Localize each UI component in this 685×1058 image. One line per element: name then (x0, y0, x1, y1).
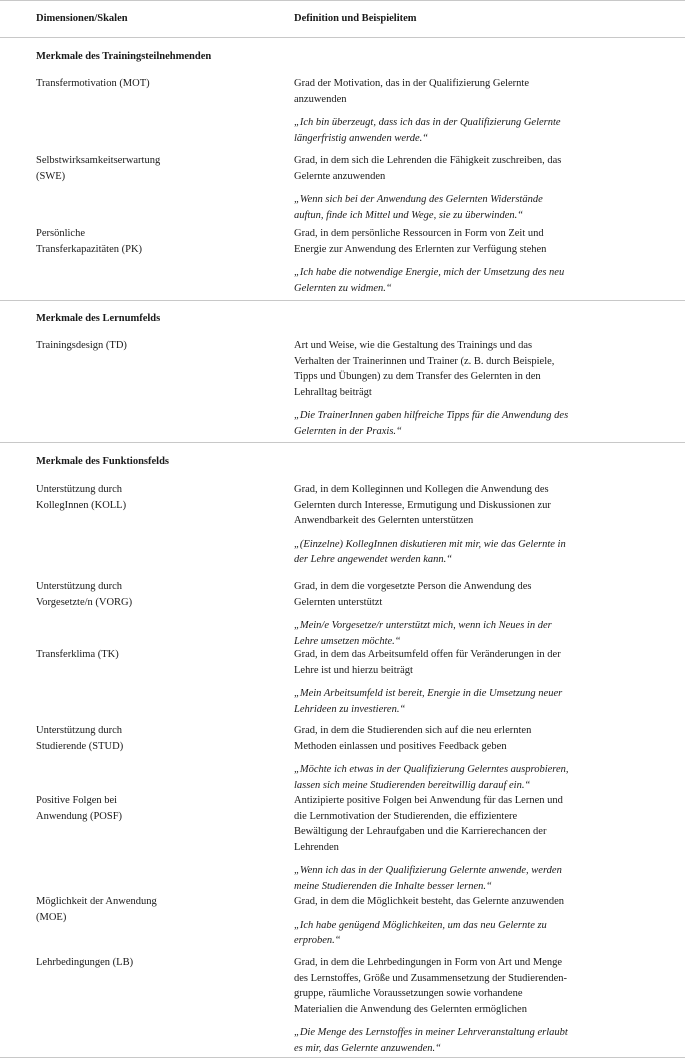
dimension-label (36, 894, 294, 925)
definition-text-line: Gelernten durch Interesse, Ermutigung und Diskussionen zur (294, 499, 551, 511)
section-title: Merkmale des Funktionsfelds (36, 456, 170, 467)
example-item-line: es mir, das Gelernte anzuwenden.“ (294, 1042, 441, 1054)
dimension-label-line: Transferklima (TK) (36, 649, 119, 660)
dimension-label-line: Möglichkeit der Anwendung (36, 896, 157, 907)
dimension-cell (0, 579, 294, 649)
definition-text-line: Gelernte anzuwenden (294, 170, 386, 182)
example-item-line: Gelernten zu widmen.“ (294, 282, 392, 294)
definition-text (294, 153, 671, 184)
dimension-label-line: (MOE) (36, 911, 67, 923)
table-section (0, 38, 685, 301)
definition-text-line: Grad, in dem die Möglichkeit besteht, das Gelernte anzuwenden (294, 896, 564, 907)
example-item (294, 863, 671, 894)
definition-text-line: Energie zur Anwendung des Erlernten zur Verfügung stehen (294, 243, 547, 255)
example-item-line: Gelernten in der Praxis.“ (294, 425, 402, 437)
dimension-label-line: Studierende (STUD) (36, 740, 124, 752)
definition-text (294, 647, 671, 678)
example-item (294, 115, 671, 146)
definition-text (294, 579, 671, 610)
dimension-cell (0, 482, 294, 568)
dimension-cell (0, 226, 294, 296)
dimension-cell (0, 338, 294, 439)
example-item-line: „Wenn ich das in der Qualifizierung Gelernte anwende, werden (294, 865, 562, 876)
table-section (0, 443, 685, 1057)
table-body (0, 38, 685, 1057)
definition-text-line: Materialien die Anwendung des Gelernten ermöglichen (294, 1003, 527, 1015)
definition-text-line: Lehralltag beiträgt (294, 386, 372, 398)
dimension-cell (0, 793, 294, 894)
dimension-label-line: Unterstützung durch (36, 725, 123, 736)
definition-text-line: Art und Weise, wie die Gestaltung des Trainings und das (294, 340, 533, 351)
dimension-label (36, 579, 294, 610)
example-item (294, 192, 671, 223)
definition-text-line: Bewältigung der Lehraufgaben und die Karrierechancen der (294, 826, 547, 837)
example-item-line: „Die TrainerInnen gaben hilfreiche Tipps für die Anwendung des (294, 410, 569, 421)
example-item-line: „Wenn sich bei der Anwendung des Gelernten Widerstände (294, 194, 543, 205)
table-row (0, 723, 685, 793)
example-item-line: längerfristig anwenden werde.“ (294, 132, 429, 144)
table-section (0, 301, 685, 443)
example-item-line: der Lehre angewendet werden kann.“ (294, 554, 453, 565)
example-item (294, 265, 671, 296)
definition-text-line: die Lernmotivation der Studierenden, die effizientere (294, 810, 518, 822)
section-title: Merkmale des Trainingsteilnehmenden (36, 51, 212, 62)
dimension-label-line: (SWE) (36, 170, 66, 182)
dimension-label-line: Selbstwirksamkeitserwartung (36, 155, 161, 166)
example-item (294, 1025, 671, 1056)
dimension-label-line: Vorgesetzte/n (VORG) (36, 596, 133, 608)
example-item (294, 618, 671, 649)
table-header (0, 1, 685, 38)
dimension-label-line: Unterstützung durch (36, 581, 123, 592)
dimension-label-line: Transferkapazitäten (PK) (36, 243, 143, 255)
definition-text (294, 76, 671, 107)
definition-text-line: Gelernten unterstützt (294, 596, 383, 608)
example-item-line: erproben.“ (294, 935, 341, 946)
definition-text-line: Grad, in dem persönliche Ressourcen in Form von Zeit und (294, 228, 544, 239)
dimension-label (36, 793, 294, 824)
definition-cell (294, 647, 685, 717)
definition-text-line: Anwendbarkeit des Gelernten unterstützen (294, 515, 474, 526)
dimension-label-line: Persönliche (36, 228, 85, 239)
definition-cell (294, 153, 685, 223)
definition-cell (294, 793, 685, 894)
definition-cell (294, 723, 685, 793)
table-row (0, 647, 685, 717)
table-row (0, 338, 685, 439)
table-row (0, 955, 685, 1056)
example-item (294, 918, 671, 949)
dimension-cell (0, 894, 294, 949)
definition-text (294, 338, 671, 400)
example-item-line: auftun, finde ich Mittel und Wege, sie zu überwinden.“ (294, 209, 524, 221)
definition-text-line: Lehrenden (294, 841, 339, 853)
definition-text (294, 723, 671, 754)
example-item-line: „Die Menge des Lernstoffes in meiner Lehrveranstaltung erlaubt (294, 1027, 568, 1038)
example-item-line: „Möchte ich etwas in der Qualifizierung Gelerntes ausprobieren, (294, 764, 569, 775)
definition-text-line: Grad, in dem die Lehrbedingungen in Form von Art und Menge (294, 957, 562, 968)
table-row (0, 894, 685, 949)
example-item (294, 537, 671, 568)
example-item-line: „Mein/e Vorgesetze/r unterstützt mich, wenn ich Neues in der (294, 620, 552, 631)
definition-text (294, 894, 671, 910)
dimension-cell (0, 76, 294, 146)
definition-cell (294, 894, 685, 949)
definition-text-line: Methoden einlassen und positives Feedback geben (294, 740, 507, 752)
definition-text-line: Lehre ist und hierzu beiträgt (294, 664, 413, 676)
dimension-cell (0, 955, 294, 1056)
example-item-line: „(Einzelne) KollegInnen diskutieren mit mir, wie das Gelernte in (294, 538, 566, 550)
example-item-line: „Ich bin überzeugt, dass ich das in der Qualifizierung Gelernte (294, 117, 561, 128)
dimension-label-line: Positive Folgen bei (36, 795, 118, 806)
dimension-label (36, 338, 294, 354)
definition-text-line: Grad, in dem Kolleginnen und Kollegen die Anwendung des (294, 484, 549, 495)
dimension-label-line: Transfermotivation (MOT) (36, 78, 150, 89)
dimension-label-line: KollegInnen (KOLL) (36, 499, 127, 511)
definition-text (294, 226, 671, 257)
dimension-label-line: Anwendung (POSF) (36, 810, 123, 822)
table-row (0, 226, 685, 296)
dimension-label (36, 723, 294, 754)
dimension-label (36, 153, 294, 184)
example-item-line: meine Studierenden die Inhalte besser lernen.“ (294, 880, 492, 892)
dimension-label (36, 482, 294, 513)
dimension-label (36, 647, 294, 663)
definition-cell (294, 579, 685, 649)
dimension-label (36, 955, 294, 971)
definition-text (294, 955, 671, 1017)
definition-cell (294, 955, 685, 1056)
dimension-label-line: Trainingsdesign (TD) (36, 340, 127, 351)
definition-text-line: des Lernstoffes, Größe und Zusammensetzung der Studierenden- (294, 972, 568, 984)
definition-text-line: Antizipierte positive Folgen bei Anwendung für das Lernen und (294, 795, 563, 806)
definition-text-line: Verhalten der Trainerinnen und Trainer (z. B. durch Beispiele, (294, 355, 555, 367)
example-item-line: „Mein Arbeitsumfeld ist bereit, Energie in die Umsetzung neuer (294, 688, 563, 699)
header-definition: Definition und Beispielitem (294, 13, 417, 25)
table-row (0, 579, 685, 649)
definition-cell (294, 226, 685, 296)
definition-text-line: Grad, in dem die vorgesetzte Person die Anwendung des (294, 581, 532, 592)
example-item-line: „Ich habe genügend Möglichkeiten, um das neu Gelernte zu (294, 919, 547, 931)
definition-text-line: Grad, in dem das Arbeitsumfeld offen für Veränderungen in der (294, 649, 561, 660)
dimension-cell (0, 647, 294, 717)
table-row (0, 482, 685, 568)
definition-text-line: gruppe, räumliche Voraussetzungen sowie vorhandene (294, 988, 523, 999)
definition-cell (294, 76, 685, 146)
definition-text (294, 482, 671, 529)
definition-text-line: Grad, in dem sich die Lehrenden die Fähigkeit zuschreiben, das (294, 155, 562, 166)
example-item-line: lassen sich meine Studierenden bereitwillig darauf ein.“ (294, 779, 531, 791)
example-item-line: Lehre umsetzen möchte.“ (294, 635, 401, 647)
example-item (294, 686, 671, 717)
definition-text-line: Grad der Motivation, das in der Qualifizierung Gelernte (294, 78, 530, 89)
table-row (0, 793, 685, 894)
table-row (0, 76, 685, 146)
dimension-cell (0, 153, 294, 223)
section-title: Merkmale des Lernumfelds (36, 313, 161, 324)
definition-text-line: anzuwenden (294, 93, 347, 105)
example-item (294, 762, 671, 793)
dimension-label (36, 226, 294, 257)
example-item-line: Lehrideen zu investieren.“ (294, 703, 406, 715)
dimension-cell (0, 723, 294, 793)
dimension-label-line: Lehrbedingungen (LB) (36, 957, 134, 968)
header-dimensions: Dimensionen/Skalen (36, 13, 128, 25)
definition-cell (294, 338, 685, 439)
example-item-line: „Ich habe die notwendige Energie, mich der Umsetzung des neu (294, 267, 565, 278)
definition-text (294, 793, 671, 855)
dimension-label-line: Unterstützung durch (36, 484, 123, 495)
definition-text-line: Tipps und Übungen) zu dem Transfer des Gelernten in den (294, 371, 541, 382)
definition-cell (294, 482, 685, 568)
example-item (294, 408, 671, 439)
table-row (0, 153, 685, 223)
definition-text-line: Grad, in dem die Studierenden sich auf die neu erlernten (294, 725, 532, 736)
dimension-label (36, 76, 294, 92)
